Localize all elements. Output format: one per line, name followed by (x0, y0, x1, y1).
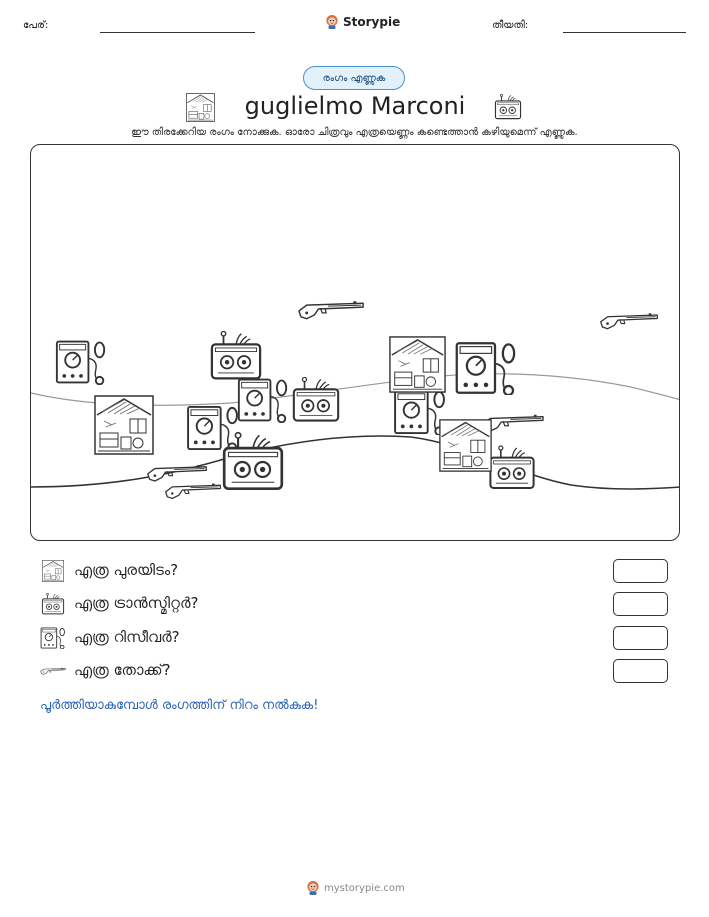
receiver-icon (395, 391, 444, 435)
receiver-icon (188, 407, 237, 451)
receiver-icon (40, 627, 66, 649)
transmitter-icon (490, 446, 533, 488)
footer-site[interactable]: mystorypie.com (324, 882, 405, 894)
question-text: എത്ര ട്രാൻസ്മിറ്റർ? (74, 594, 199, 612)
question-text: എത്ര റിസീവർ? (74, 628, 180, 646)
question-text: എത്ര പുരയിടം? (74, 561, 179, 579)
answer-box-transmitter[interactable] (613, 592, 668, 616)
house-icon (440, 420, 491, 471)
gun-icon (40, 660, 66, 682)
date-field-line[interactable] (563, 32, 686, 33)
house-icon (40, 560, 66, 582)
name-label: പേര്: (23, 20, 49, 31)
footer (306, 880, 405, 896)
receiver-icon (457, 343, 514, 395)
gun-icon (148, 465, 206, 481)
transmitter-icon (494, 94, 522, 120)
counting-scene (30, 144, 680, 541)
instructions: ഈ തിരക്കേറിയ രംഗം നോക്കുക. ഓരോ ചിത്രവും എത്രയെണ്ണം കണ്ടെത്താൻ കഴിയുമെന്ന് എണ്ണുക. (131, 127, 578, 138)
logo-text: Storypie (343, 15, 401, 29)
activity-badge: രംഗം എണ്ണുക (303, 66, 405, 90)
answer-box-gun[interactable] (613, 659, 668, 683)
page-title: guglielmo Marconi (244, 92, 466, 120)
question-row-transmitter (40, 592, 670, 618)
answer-box-house[interactable] (613, 559, 668, 583)
question-row-receiver (40, 626, 670, 652)
gun-icon (166, 484, 221, 499)
transmitter-icon (294, 377, 338, 420)
coloring-note: പൂർത്തിയാകുമ്പോൾ രംഗത്തിന് നിറം നൽകുക! (40, 698, 319, 713)
mascot-icon (306, 880, 320, 896)
question-row-gun (40, 659, 670, 685)
transmitter-icon (224, 433, 282, 489)
gun-icon (483, 415, 543, 431)
house-icon (95, 396, 153, 454)
question-row-house (40, 559, 670, 585)
receiver-icon (239, 380, 286, 423)
answer-box-receiver[interactable] (613, 626, 668, 650)
transmitter-icon (212, 331, 260, 378)
gun-icon (299, 301, 363, 318)
gun-icon (601, 313, 658, 328)
name-field-line[interactable] (100, 32, 255, 33)
scene-illustration (31, 145, 680, 541)
mascot-icon (325, 14, 339, 30)
storypie-logo (325, 14, 400, 30)
question-text: എത്ര തോക്ക്? (74, 661, 171, 679)
house-icon (390, 337, 445, 392)
receiver-icon (57, 342, 104, 385)
transmitter-icon (40, 593, 66, 615)
date-label: തീയതി: (492, 20, 529, 31)
